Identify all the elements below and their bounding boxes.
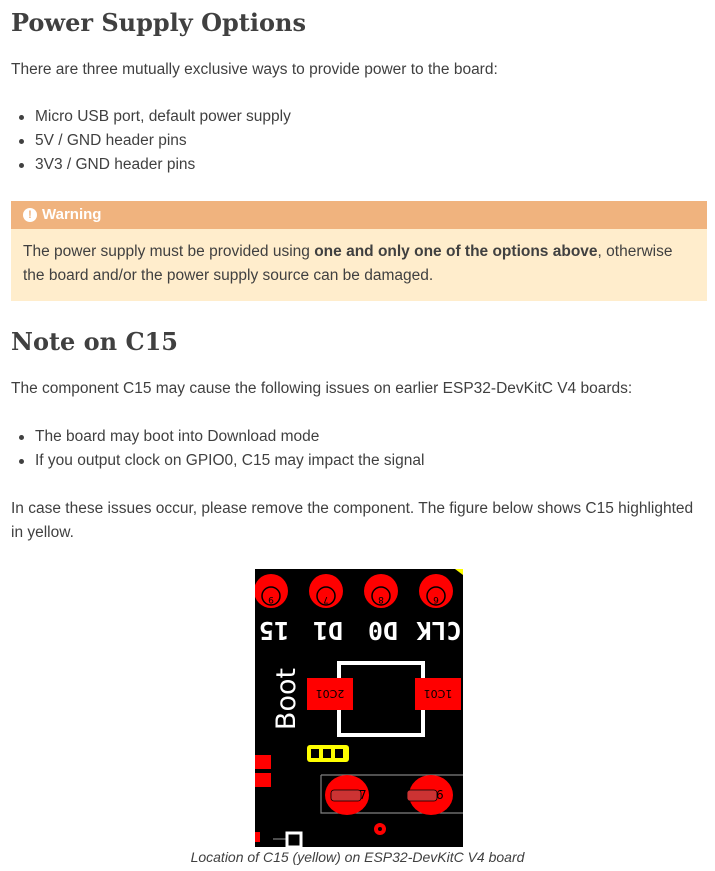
warning-text-bold: one and only one of the options above [314,243,598,260]
power-intro: There are three mutually exclusive ways to provide power to the board: [11,61,498,78]
component-pad [255,773,271,787]
issues-list [11,425,424,473]
list-item: 3V3 / GND header pins [11,153,291,177]
pad-number: 6 [436,788,444,802]
pin-label: D0 [367,616,399,645]
warning-title: Warning [42,206,102,223]
component-label: 2C01 [315,687,345,700]
c15-location-figure [255,569,463,847]
figure-caption: Location of C15 (yellow) on ESP32-DevKitC V4 board [190,849,525,865]
warning-text-start: The power supply must be provided using [23,243,315,260]
component-label: 1C01 [423,687,453,700]
remedy-paragraph: In case these issues occur, please remove the component. The figure below shows C15 highlighted in yellow. [11,500,694,541]
note-c15-heading: Note on C15 [11,327,178,356]
c15-component [307,745,349,762]
list-item: Micro USB port, default power supply [11,105,291,129]
pin-label: D1 [312,616,344,645]
pin-label: 15 [258,616,290,645]
pcb-layout-image [255,569,463,847]
pad-number: 6 [433,594,439,604]
warning-admonition [11,201,707,301]
exclamation-icon: ! [23,208,37,222]
warning-header [11,201,707,229]
component-pad [255,832,260,842]
list-item: If you output clock on GPIO0, C15 may impact the signal [11,449,424,473]
warning-text [11,229,707,288]
warning-text-end: , otherwise the board and/or the power supply source can be damaged. [23,243,673,284]
boot-silkscreen: Boot [271,667,302,731]
list-item: 5V / GND header pins [11,129,291,153]
power-supply-heading: Power Supply Options [11,8,306,37]
component-pad [255,755,271,769]
power-options-list [11,105,291,177]
note-intro: The component C15 may cause the following issues on earlier ESP32-DevKitC V4 boards: [11,380,633,397]
pin-label: CLK [416,616,462,645]
pad-number: 9 [268,594,274,604]
pad-number: 7 [323,594,329,604]
list-item: The board may boot into Download mode [11,425,424,449]
pad-number: 7 [359,788,367,802]
pad-number: 8 [378,594,384,604]
